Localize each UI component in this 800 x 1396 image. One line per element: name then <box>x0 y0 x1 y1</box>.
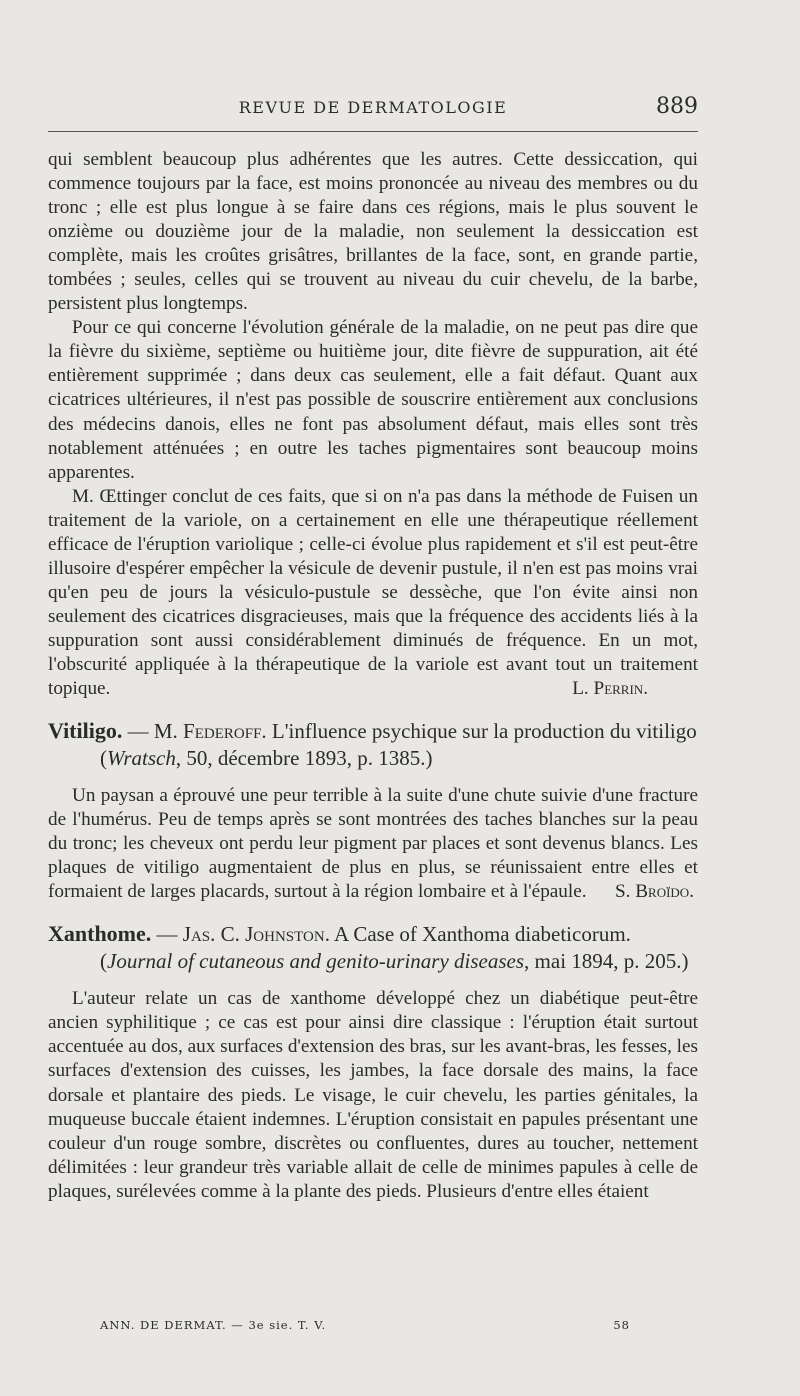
article-author: Jas. C. Johnston. <box>182 922 330 947</box>
footer-sheet-number: 58 <box>613 1318 630 1332</box>
paragraph <box>48 784 698 904</box>
article-author: Federoff. <box>183 719 267 744</box>
journal-name: Journal of cutaneous and genito-urinary diseases <box>107 949 525 974</box>
paragraph-text: M. Œttinger conclut de ces faits, que si on n'a pas dans la méthode de Fuisen un traitement de la variole, on a certainement en elle une thérapeutique réellement efficace de l'éruption variolique ; celle-ci évolue plus rapidement et s'il est peut-être illusoire d'espérer empêcher la vésicule de devenir pustule, il n'en est pas moins vrai qu'en peu de jours la vésiculo-pustule se dessèche, que l'on évite ainsi non seulement des cicatrices disgracieuses, mais que la fréquence des accidents liés à la suppuration sont aussi considérablement diminués de fréquence. En un mot, l'obscurité appliquée à la thérapeutique de la variole est avant tout un traitement topique. <box>48 485 698 700</box>
article-title: L'influence psychique sur la production du vitiligo ( <box>100 719 697 771</box>
page-header <box>48 94 698 124</box>
article-heading-vitiligo <box>48 717 698 772</box>
article-keyword: Xanthome. <box>48 921 152 947</box>
running-title: REVUE DE DERMATOLOGIE <box>238 98 508 117</box>
header-rule <box>48 131 698 132</box>
paragraph: qui semblent beaucoup plus adhérentes que les autres. Cette dessiccation, qui commence toujours par la face, est moins prononcée au niveau des membres ou du tronc ; elle est plus longue à se faire dans ces régions, mais le plus souvent le onzième ou douzième jour de la maladie, non seulement la dessiccation est complète, mais les croûtes grisâtres, brillantes de la face, sont, en grande partie, tombées ; seules, celles qui se trouvent au niveau du cuir chevelu, de la barbe, persistent plus longtemps. <box>48 149 698 315</box>
page-number: 889 <box>656 94 698 119</box>
paragraph: Pour ce qui concerne l'évolution générale de la maladie, on ne peut pas dire que la fièvre du sixième, septième ou huitième jour, dite fièvre de suppuration, ait été entièrement supprimée ; dans deux cas seulement, elle a fait défaut. Quant aux cicatrices ultérieures, il n'est pas possible de souscrire entièrement aux conclusions des médecins danois, elles ne font pas absolument défaut, mais elles sont très notablement atténuées ; en outre les taches pigmentaires sont beaucoup moins apparentes. <box>48 317 698 483</box>
heading-dash: — M. <box>122 719 184 744</box>
journal-reference: , mai 1894, p. 205.) <box>524 949 689 974</box>
heading-dash: — <box>151 922 183 947</box>
paragraph <box>48 485 698 701</box>
body-text <box>48 148 698 1204</box>
signature: L. Perrin. <box>572 678 648 700</box>
article-heading-xanthome <box>48 920 698 975</box>
article-keyword: Vitiligo. <box>48 718 123 744</box>
paragraph-text: Un paysan a éprouvé une peur terrible à la suite d'une chute suivie d'une fracture de l'humérus. Peu de temps après se sont montrées des taches blanches sur la peau du tronc; les cheveux ont perdu leur pigment par places et sont devenus blancs. Les plaques de vitiligo augmentaient de plus en plus, se réunissaient entre elles et formaient de larges placards, surtout à la région lombaire et à l'épaule. <box>48 785 698 903</box>
footer-signature-mark: ANN. DE DERMAT. — 3e sie. T. V. <box>100 1318 327 1332</box>
article-title: A Case of Xanthoma diabeticorum. ( <box>100 922 631 974</box>
paragraph: L'auteur relate un cas de xanthome développé chez un diabétique peut-être ancien syphilitique ; ce cas est pour ainsi dire classique : l'éruption était surtout accentuée au dos, aux surfaces d'extension des bras, sur les avant-bras, les fesses, les surfaces d'extension des cuisses, les jambes, la face dorsale des mains, la face dorsale et plantaire des pieds. Le visage, le cuir chevelu, les parties génitales, la muqueuse buccale étaient indemnes. L'éruption consistait en papules présentant une couleur d'un rouge sombre, discrètes ou confluentes, dures au toucher, nettement délimitées : leur grandeur très variable allait de celle de minimes papules à celle de plaques, surélevées comme à la plante des pieds. Plusieurs d'entre elles étaient <box>48 988 698 1202</box>
journal-reference: , 50, décembre 1893, p. 1385.) <box>175 746 433 771</box>
journal-name: Wratsch <box>107 746 176 771</box>
signature: S. Broïdo. <box>614 881 694 903</box>
